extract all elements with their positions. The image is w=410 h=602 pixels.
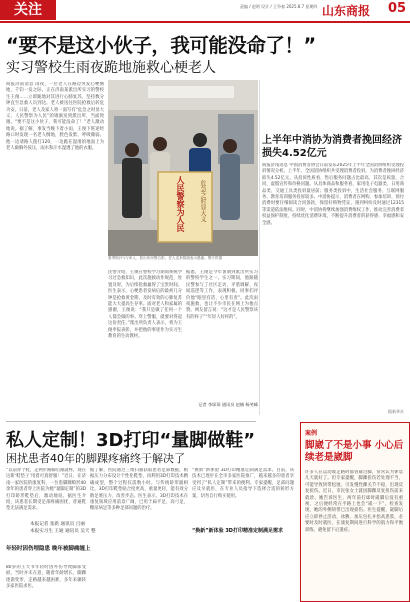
second-body-col1: “以前穿个鞋，走两步路脚后跟就疼，现在这新‘鞋垫子’用着可真舒服！”近日，在济南一家医院的康复科，一位患脚踝畸形40余年的患者穿上医院为她“量脚定制”的3D打印矫形鞋垫后，激动地说。据医生介绍，该患者长期受足部疼痛困扰，普通鞋垫无法满足需求。: [6, 468, 86, 512]
case-body: 许多人在运动或走路时都曾崴过脚，常常认为休息几天就好了。但专家提醒，脚踝扭伤若处理不当，可能导致韧带松弛，引发慢性踝关节不稳，出现反复扭伤。近日，市民张女士就因脚踝反复扭伤前来就诊。她告诉医生，两年前打球时崴脚后没有重视，之后便经常在平路上也会“崴一下”。检查发现，她的外侧韧带已出现损伤。医生提醒，崴脚后应立即停止活动，冰敷、加压包扎并抬高患肢，必要时及时就医，在康复期间进行科学的肌力和平衡训练，避免留下后遗症。: [305, 470, 403, 533]
sidebar-body: 商报济南消息 中国消费者协会日前发布2025年上半年全国消协组织受理投诉情况分析。上半年，全国消协组织共受理消费者投诉，为消费者挽回经济损失4.52亿元。从投诉性质看，售后服务问题占比最高，其次是质量、合同、虚假宣传和价格问题。从具体商品和服务看，家用电子电器类、日用商品类、交通工具类投诉量居前；服务类投诉中，生活社会服务、互联网服务、教育培训服务投诉较多。中消协提示，消费者在网购、参加培训、预付消费时要仔细阅读合同条款，保留好购物凭证，遇到纠纷及时通过12315等渠道依法维权。同时，中消协将继续加强消费维权工作，推动完善消费者权益保护制度，持续优化消费环境，不断提升消费者的获得感、幸福感和安全感。: [262, 163, 404, 226]
second-body-col3: “换新”新体验 3D打印精准定制满足需求。目前，该技术已逐步在全市多家医院推广，越来越多的患者享受到了“私人定制”带来的便利。专家提醒，足部问题应及早就医，在专业人员指导下选择合适的矫形方案，切勿自行购买使用。: [192, 468, 294, 499]
photo-caption: 夏季锦(中)与家人、派出所民警合影，老人送来锦旗表示感谢。警方供图: [108, 256, 223, 260]
paper-name: 山东商报: [322, 4, 371, 18]
header-rule: [0, 21, 410, 23]
second-inline-heading: “换新”新体验 3D打印精准定制满足需求: [192, 528, 283, 534]
section-divider: [6, 421, 256, 422]
sidebar-title: 上半年中消协为消费者挽回经济损失4.52亿元: [262, 135, 402, 159]
second-subheadline: 困扰患者40年的脚踝疼痛终于解决了: [6, 452, 185, 465]
column-divider: [259, 80, 260, 415]
sidebar-credit: 据新华社: [388, 409, 404, 414]
mini-article-title: 年轻时因伤埋隐患 晚年被脚痛缠上: [6, 546, 91, 552]
lead-subheadline: 实习警校生雨夜跪地施救心梗老人: [6, 60, 216, 76]
case-title: 脚崴了不是小事 小心后续老是崴脚: [305, 440, 404, 463]
second-headline: 私人定制！3D打印“量脚做鞋”: [6, 430, 256, 451]
page-meta: 责编 / 赵明 设计 / 王争春 2025.8.7 星期四: [240, 4, 318, 9]
lead-body-col3: 据悉，王俊是今年暑期到派出所实习的警校学生之一。实习期间，他跟随民警参与了社区走访、矛盾调解、夜间巡逻等工作，表现积极。同事们评价他“眼里有活、心里有责”。此次雨夜施救，也让不少市民在网上为他点赞。网友留言说：“这才是人民警察该有的样子”“年轻人好样的”。: [186, 270, 258, 320]
section-tag: 关注: [0, 0, 56, 20]
second-body-col2: 据了解，医院通过三维扫描获取患者足部数据，根据压力分布设计个性化鞋垫，再利用3D打印技术精确成型，整个过程仅需数小时。与传统矫形器相比，3D打印鞋垫贴合度更高、重量更轻，能有效分散足底压力、改善步态。医生表示，3D打印技术在康复领域应用前景广阔，已用于扁平足、高弓足、糖尿病足等多种足部问题的治疗。: [90, 468, 188, 512]
mini-article-body: 80岁的王大爷年轻时因外伤导致脚部受损，当时并未在意，随着年龄增长，脚踝逐渐变形，走路越来越困难，多年来辗转多家医院求医。: [6, 565, 86, 590]
page-number: 05: [388, 1, 407, 16]
case-tag: 案例: [305, 430, 318, 437]
lead-byline: 记者 李琛琛 通讯员 赵楠 杨笑峰: [198, 402, 258, 407]
banner-flag-text: 危急之时显大义: [199, 180, 206, 222]
second-byline: 本报记者 张新 通讯员 吕丽 本报实习生 王通 通讯员 吴天 整: [30, 522, 96, 534]
lead-headline: “要不是这小伙子，我可能没命了！”: [6, 34, 316, 57]
lead-body-col2: 民警介绍，王俊在警校学习期间系统学习过急救知识，此次施救动作规范、处置及时，为后续抢救赢得了宝贵时间。医生表示，心梗患者发病后的最初几分钟是抢救黄金期，及时有效的心肺复苏能大大提高生存率。面对老人和家属的感谢，王俊说：“我只是做了任何一个人都会做的事。穿上警服，就要对得起这份责任。”派出所负责人表示，将为王俊申报表彰，并把他的事迹作为实习生教育的生动教材。: [108, 270, 182, 340]
lead-body-col1: 商报济南消息 雨夜，一位老人在路边突发心梗倒地，千钧一发之际，正在济南某派出所实习的警校生王俊……立即跪地对其进行心肺复苏，坚持数分钟直至急救人员到达。老人被送往医院抢救后转危为安。日前，老人及家人将一面写有“危急之时显大义，人民警察为人民”的锦旗送到派出所，当面致谢。“要不是这小伙子，我可能没命了！”老人激动地说。据了解，事发当晚下着小雨，王俊下班途经路口时发现一名老人倒地，脸色发紫、呼吸微弱。他一边请路人拨打120，一边跪在湿滑的地面上为老人做胸外按压，雨水和汗水湿透了他的衣服。: [6, 82, 104, 152]
lead-photo: [108, 80, 258, 256]
banner-main-text: 人民警察为人民: [176, 176, 186, 232]
